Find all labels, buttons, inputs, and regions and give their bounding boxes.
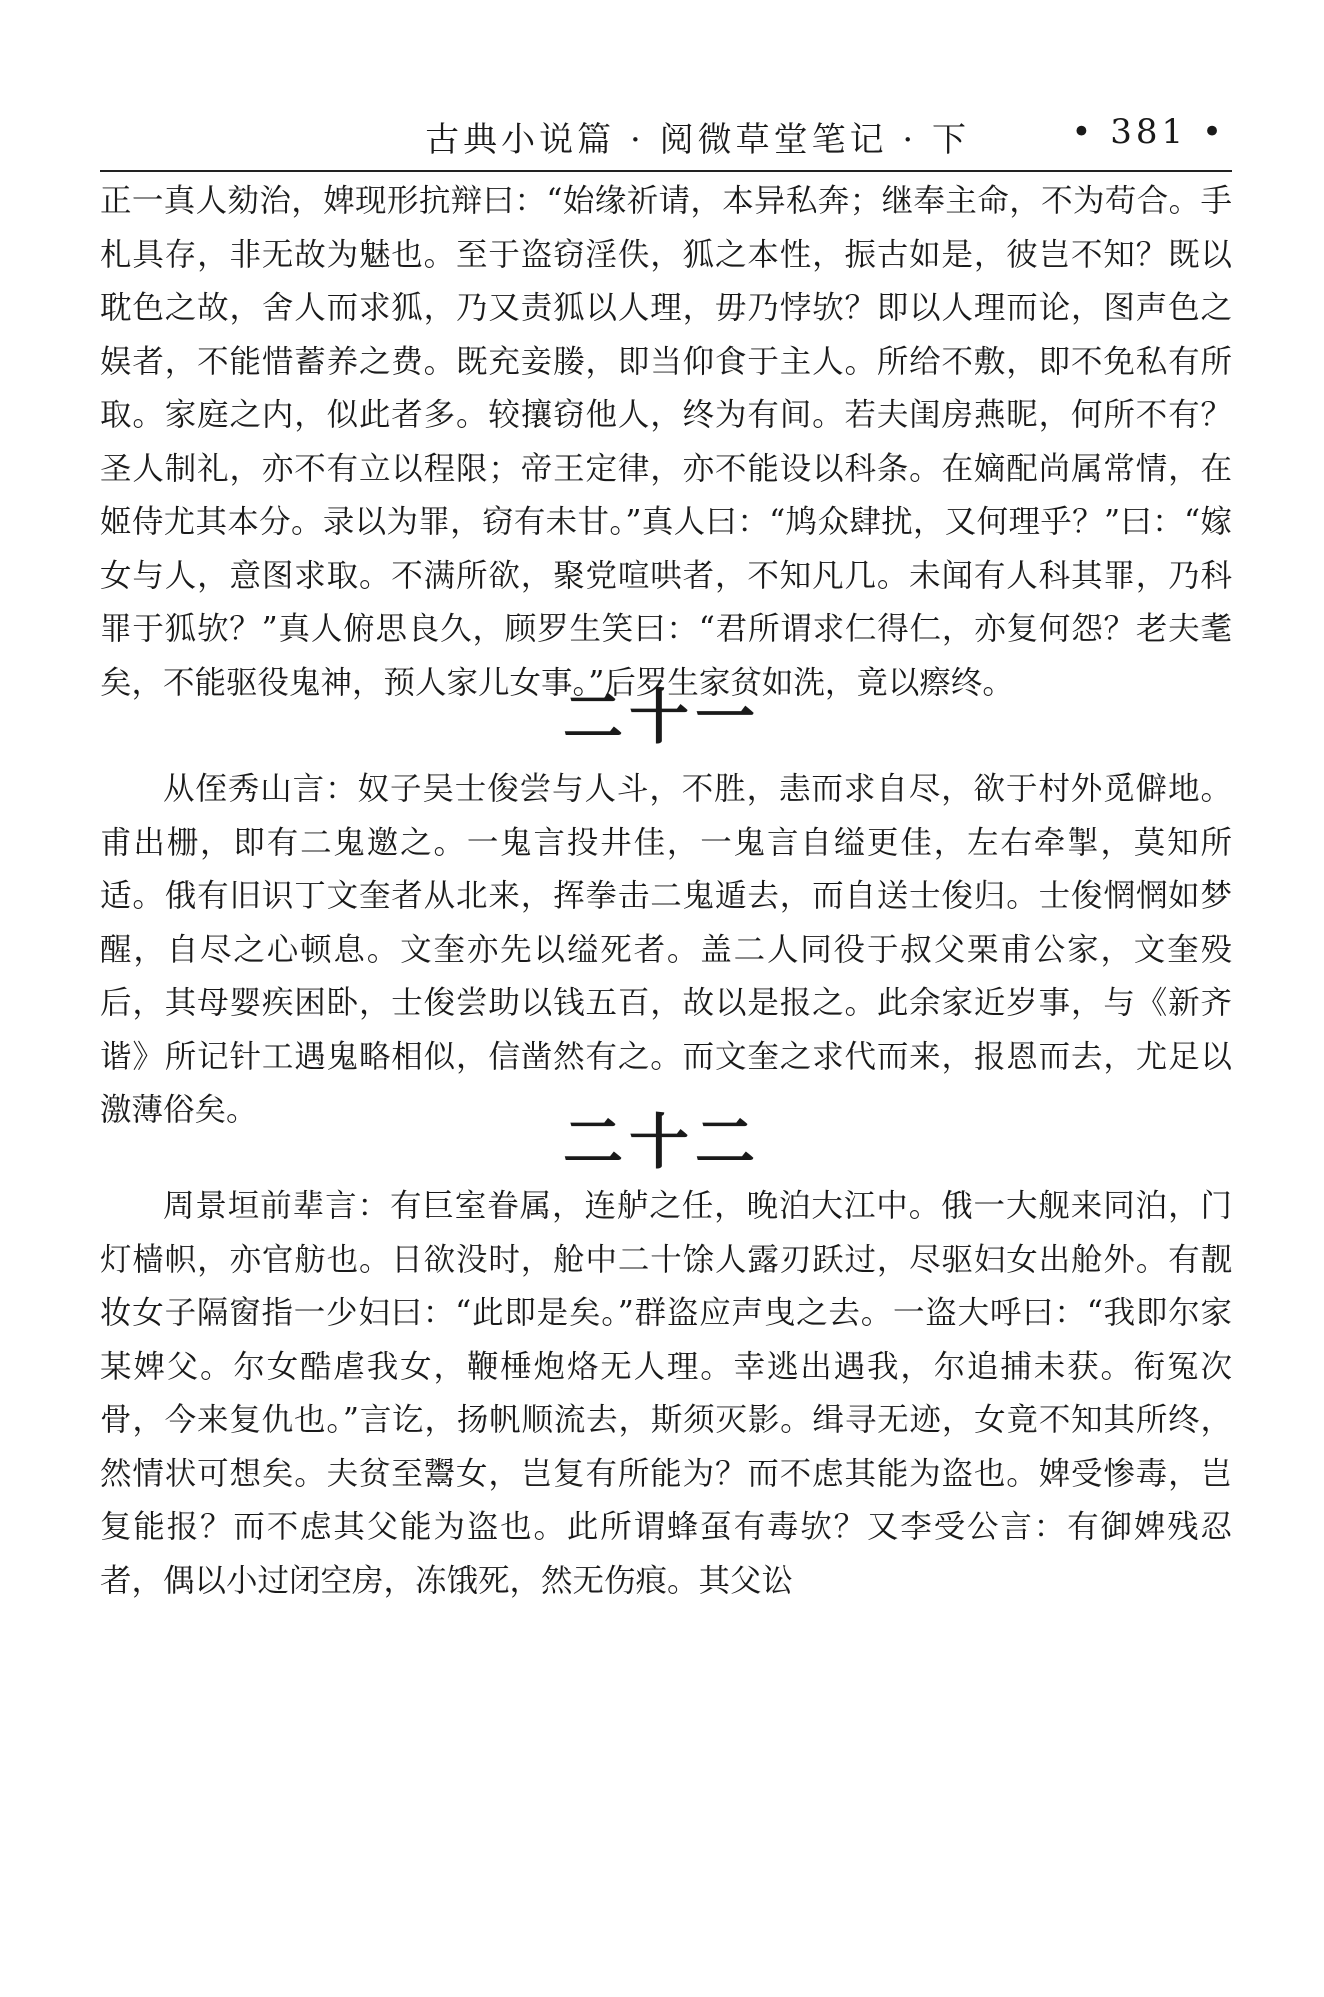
continuation-paragraph: 正一真人劾治，婢现形抗辩曰：“始缘祈请，本异私奔；继奉主命，不为苟合。手札具存，非无故为魅也。至于盗窃淫佚，狐之本性，振古如是，彼岂不知？既以耽色之故，舍人而求狐，乃又责狐以人理，毋乃悖欤？即以人理而论，图声色之娱者，不能惜蓄养之费。既充妾媵，即当仰食于主人。所给不敷，即不免私有所取。家庭之内，似此者多。较攘窃他人，终为有间。若夫闺房燕昵，何所不有？圣人制礼，亦不有立以程限；帝王定律，亦不能设以科条。在嫡配尚属常情，在姬侍尤其本分。录以为罪，窃有未甘。”真人曰：“鸠众肆扰，又何理乎？”曰：“嫁女与人，意图求取。不满所欲，聚党喧哄者，不知凡几。未闻有人科其罪，乃科罪于狐欤？”真人俯思良久，顾罗生笑曰：“君所谓求仁得仁，亦复何怨？老夫耄矣，不能驱役鬼神，预人家儿女事。”后罗生家贫如洗，竟以瘵终。 (100, 183, 1232, 701)
section-heading-22: 二十二 (563, 1108, 761, 1178)
section-21-paragraph: 从侄秀山言：奴子吴士俊尝与人斗，不胜，恚而求自尽，欲于村外觅僻地。甫出栅，即有二鬼邀之。一鬼言投井佳，一鬼言自缢更佳，左右牵掣，莫知所适。俄有旧识丁文奎者从北来，挥拳击二鬼遁去，而自送士俊归。士俊惘惘如梦醒，自尽之心顿息。文奎亦先以缢死者。盖二人同役于叔父栗甫公家，文奎殁后，其母婴疾困卧，士俊尝助以钱五百，故以是报之。此余家近岁事，与《新齐谐》所记针工遇鬼略相似，信凿然有之。而文奎之求代而来，报恩而去，尤足以激薄俗矣。 (100, 771, 1232, 1128)
running-title: 古典小说篇 · 阅微草堂笔记 · 下 (425, 120, 970, 160)
section-22-paragraph: 周景垣前辈言：有巨室眷属，连舻之任，晚泊大江中。俄一大舰来同泊，门灯樯帜，亦官舫也。日欲没时，舱中二十馀人露刃跃过，尽驱妇女出舱外。有靓妆女子隔窗指一少妇曰：“此即是矣。”群盗应声曳之去。一盗大呼曰：“我即尔家某婢父。尔女酷虐我女，鞭棰炮烙无人理。幸逃出遇我，尔追捕未获。衔冤次骨，今来复仇也。”言讫，扬帆顺流去，斯须灭影。缉寻无迹，女竟不知其所终，然情状可想矣。夫贫至鬻女，岂复有所能为？而不虑其能为盗也。婢受惨毒，岂复能报？而不虑其父能为盗也。此所谓蜂虿有毒欤？又李受公言：有御婢残忍者，偶以小过闭空房，冻饿死，然无伤痕。其父讼 (100, 1188, 1232, 1599)
header-rule (100, 170, 1232, 172)
page-number: • 381 • (1071, 112, 1226, 152)
section-heading-21: 二十一 (563, 683, 761, 753)
running-header (100, 112, 1232, 164)
